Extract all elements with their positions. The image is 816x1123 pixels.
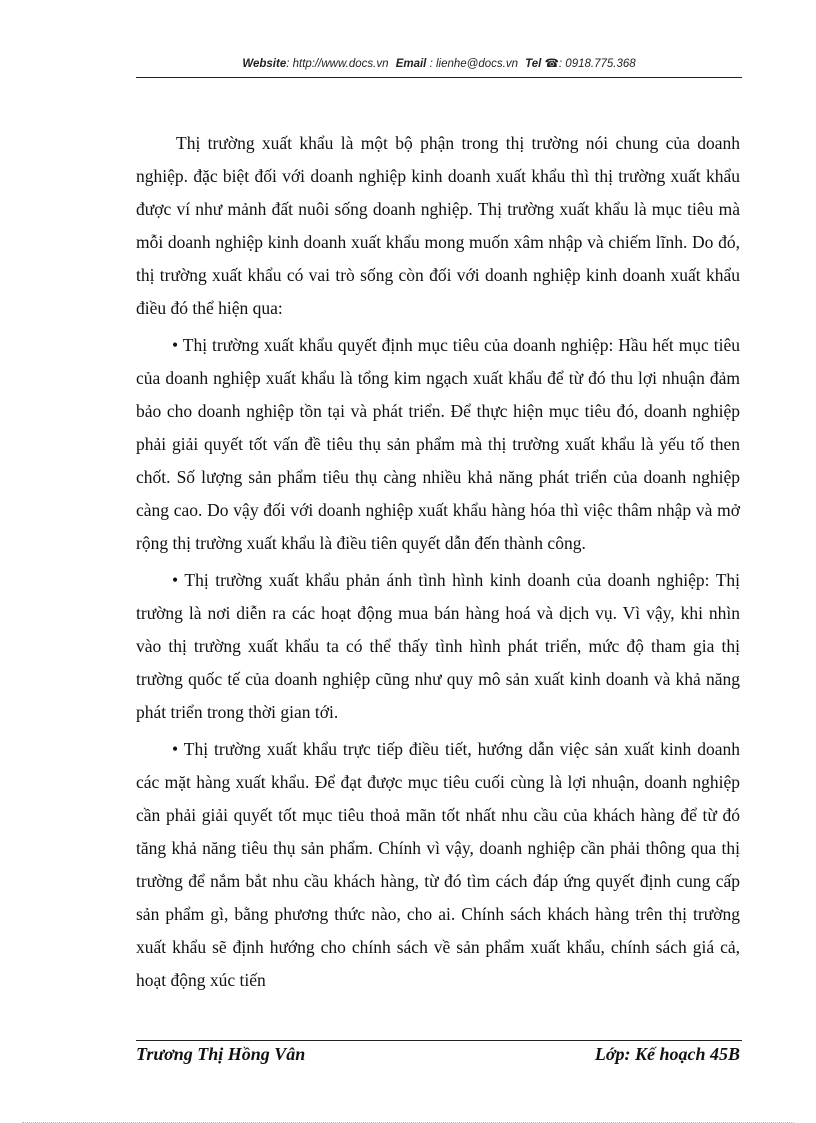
document-body bbox=[136, 127, 740, 997]
bullet-paragraph-2 bbox=[136, 564, 740, 729]
bullet-icon: • bbox=[172, 570, 179, 590]
email-label: Email bbox=[395, 58, 427, 70]
tel-label: Tel bbox=[525, 58, 542, 70]
page-footer bbox=[136, 1044, 740, 1065]
tel-value: : 0918.775.368 bbox=[558, 58, 636, 70]
email-value: : lienhe@docs.vn bbox=[426, 58, 518, 70]
website-value: : http://www.docs.vn bbox=[286, 58, 389, 70]
bullet-paragraph-1 bbox=[136, 329, 740, 560]
website-label: Website bbox=[242, 58, 287, 70]
footer-class: Lớp: Kế hoạch 45B bbox=[594, 1044, 740, 1064]
phone-icon: ☎ bbox=[544, 58, 559, 70]
bullet-text: Thị trường xuất khẩu phản ánh tình hình kinh doanh của doanh nghiệp: Thị trường là nơi diễn ra các hoạt động mua bán hàng hoá và dịch vụ. Vì vậy, khi nhìn vào thị trường xuất khẩu ta có thể thấy tình hình phát triển, mức độ tham gia thị trường quốc tế của doanh nghiệp cũng như quy mô sản xuất kinh doanh và khả năng phát triển trong thời gian tới. bbox=[136, 570, 740, 722]
bullet-paragraph-3 bbox=[136, 733, 740, 997]
intro-paragraph: Thị trường xuất khẩu là một bộ phận trong thị trường nói chung của doanh nghiệp. đặc biệt đối với doanh nghiệp kinh doanh xuất khẩu thì thị trường xuất khẩu được ví như mảnh đất nuôi sống doanh nghiệp. Thị trường xuất khẩu là mục tiêu mà mỗi doanh nghiệp kinh doanh xuất khẩu mong muốn xâm nhập và chiếm lĩnh. Do đó, thị trường xuất khẩu có vai trò sống còn đối với doanh nghiệp kinh doanh xuất khẩu điều đó thể hiện qua: bbox=[136, 133, 740, 318]
bullet-text: Thị trường xuất khẩu quyết định mục tiêu của doanh nghiệp: Hầu hết mục tiêu của doanh nghiệp xuất khẩu là tổng kim ngạch xuất khẩu để từ đó thu lợi nhuận đảm bảo cho doanh nghiệp tồn tại và phát triển. Để thực hiện mục tiêu đó, doanh nghiệp phải giải quyết tốt vấn đề tiêu thụ sản phẩm mà thị trường xuất khẩu là yếu tố then chốt. Số lượng sản phẩm tiêu thụ càng nhiều khả năng phát triển của doanh nghiệp càng cao. Do vậy đối với doanh nghiệp xuất khẩu hàng hóa thì việc thâm nhập và mở rộng thị trường xuất khẩu là điều tiên quyết dẫn đến thành công. bbox=[136, 335, 740, 553]
page-header bbox=[136, 56, 742, 78]
bullet-text: Thị trường xuất khẩu trực tiếp điều tiết, hướng dẫn việc sản xuất kinh doanh các mặt hàng xuất khẩu. Để đạt được mục tiêu cuối cùng là lợi nhuận, doanh nghiệp cần phải giải quyết tốt mục tiêu thoả mãn tốt nhất nhu cầu của khách hàng để từ đó tăng khả năng tiêu thụ sản phẩm. Chính vì vậy, doanh nghiệp cần phải thông qua thị trường để nắm bắt nhu cầu khách hàng, từ đó tìm cách đáp ứng quyết định cung cấp sản phẩm gì, bằng phương thức nào, cho ai. Chính sách khách hàng trên thị trường xuất khẩu sẽ định hướng cho chính sách về sản phẩm xuất khẩu, chính sách giá cả, hoạt động xúc tiến bbox=[136, 739, 740, 990]
footer-divider bbox=[136, 1040, 742, 1041]
bullet-icon: • bbox=[172, 335, 179, 355]
footer-author: Trương Thị Hồng Vân bbox=[136, 1044, 306, 1064]
bullet-icon: • bbox=[172, 739, 179, 759]
